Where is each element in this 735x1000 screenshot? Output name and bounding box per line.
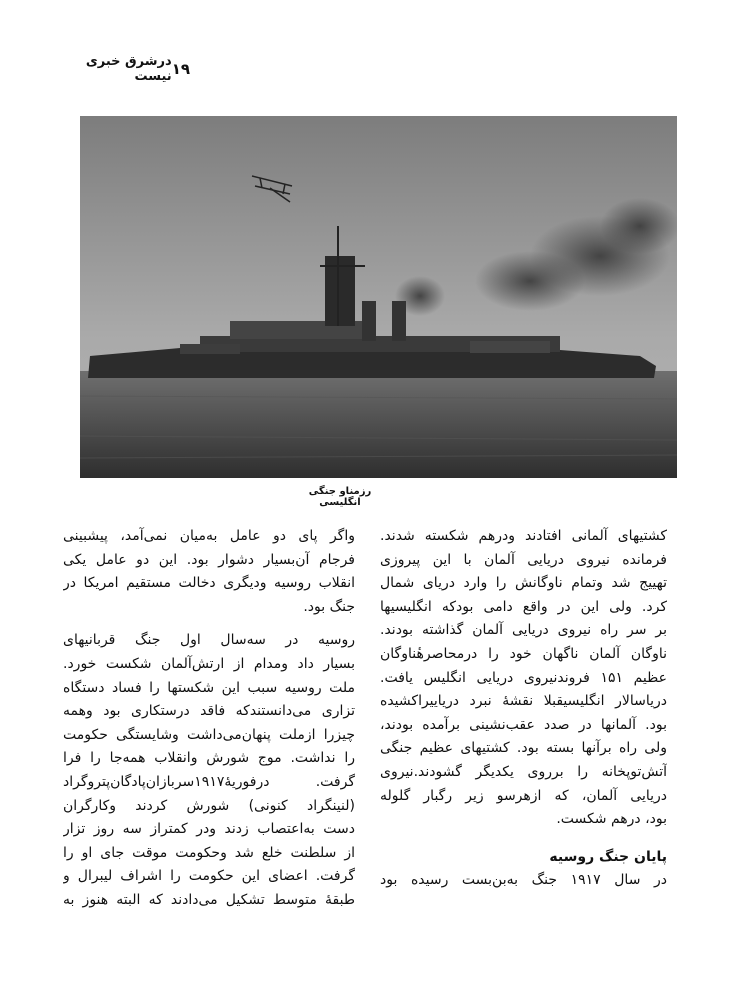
running-header [60,54,190,84]
page-number: ۱۹ [171,60,190,78]
section-heading: پایان جنگ روسیه [549,848,667,865]
text-line: ولی راه برآنها بسته بود. کشتیهای عظیم جنگی [380,740,667,757]
text-line: ملت روسیه سبب این شکستها را فساد دستگاه [63,679,355,696]
text-line: فرجام آن‌بسیار دشوار بود. این دو عامل یکی [63,551,355,568]
text-line: گرفت. اعضای این حکومت را اشراف لیبرال و [63,868,355,885]
text-line: تهییج شد وتمام ناوگانش را وارد دریای شمال [380,575,667,592]
text-line: ناوگان آلمان ناگهان خود را درمحاصرهٔناوگان [380,645,667,662]
running-title: درشرق خبری نیست [85,54,172,84]
text-line: فرمانده نیروی دریایی آلمان با این پیروزی [380,551,667,568]
text-line: بود. آلمانها در صدد عقب‌نشینی برآمده بودند، [380,716,667,733]
text-line: کرد. ولی این در واقع دامی بودکه انگلیسیها [380,598,667,615]
text-line: از سلطنت خلع شد وحکومت موقت جای او را [63,844,355,861]
text-line: طبقهٔ متوسط تشکیل می‌دادند که البته هنوز به [63,891,355,908]
text-line: تزاری می‌دانستندکه فاقد درستکاری بود وهمه [63,703,355,720]
left-column [63,525,355,913]
text-line: بر سر راه نیروی دریایی آلمان گذاشته بودند. [380,622,667,639]
text-line: جنگ بود. [303,598,355,615]
text-line: آتش‌توپخانه را برروی یکدیگر گشودند.نیروی [380,763,667,780]
right-column [380,525,667,893]
text-line: گرفت. درفوریهٔ۱۹۱۷سربازان‌پادگان‌پتروگراد [63,773,355,790]
text-line: عظیم ۱۵۱ فروندنیروی دریایی انگلیس یافت. [380,669,667,686]
text-line: بسیار داد ومدام از ارتش‌آلمان شکست خورد. [63,655,355,672]
text-line: کشتیهای آلمانی افتادند ودرهم شکسته شدند. [380,528,667,544]
figure-caption: رزمناو جنگی انگلیسی [308,486,372,508]
text-line: روسیه در سه‌سال اول جنگ قربانیهای [63,632,355,649]
text-line: واگر پای دو عامل به‌میان نمی‌آمد، پیشبینی [63,528,355,544]
text-line: دست به‌اعتصاب زدند ودر کمتراز سه روز تزار [63,821,355,838]
text-line: دریایی آلمان، که ازهرسو زیر رگبار گلوله [380,787,667,804]
text-line: بود، درهم شکست. [556,811,667,828]
text-line: در سال ۱۹۱۷ جنگ به‌بن‌بست رسیده بود [380,872,667,889]
text-line: (لنینگراد کنونی) شورش کردند وکارگران [63,797,355,814]
text-line: چیزرا ازملت پنهان‌می‌داشت وشایستگی حکومت [63,726,355,743]
text-line: را نداشت. موج شورش وانقلاب همه‌جا را فرا [63,750,355,767]
battleship-photo [80,116,677,478]
text-line: دریاسالار انگلیسیقبلا نقشهٔ نبرد دریاییراکشیده [380,693,667,710]
text-line: انقلاب روسیه ودیگری دخالت مستقیم امریکا در [63,575,355,592]
